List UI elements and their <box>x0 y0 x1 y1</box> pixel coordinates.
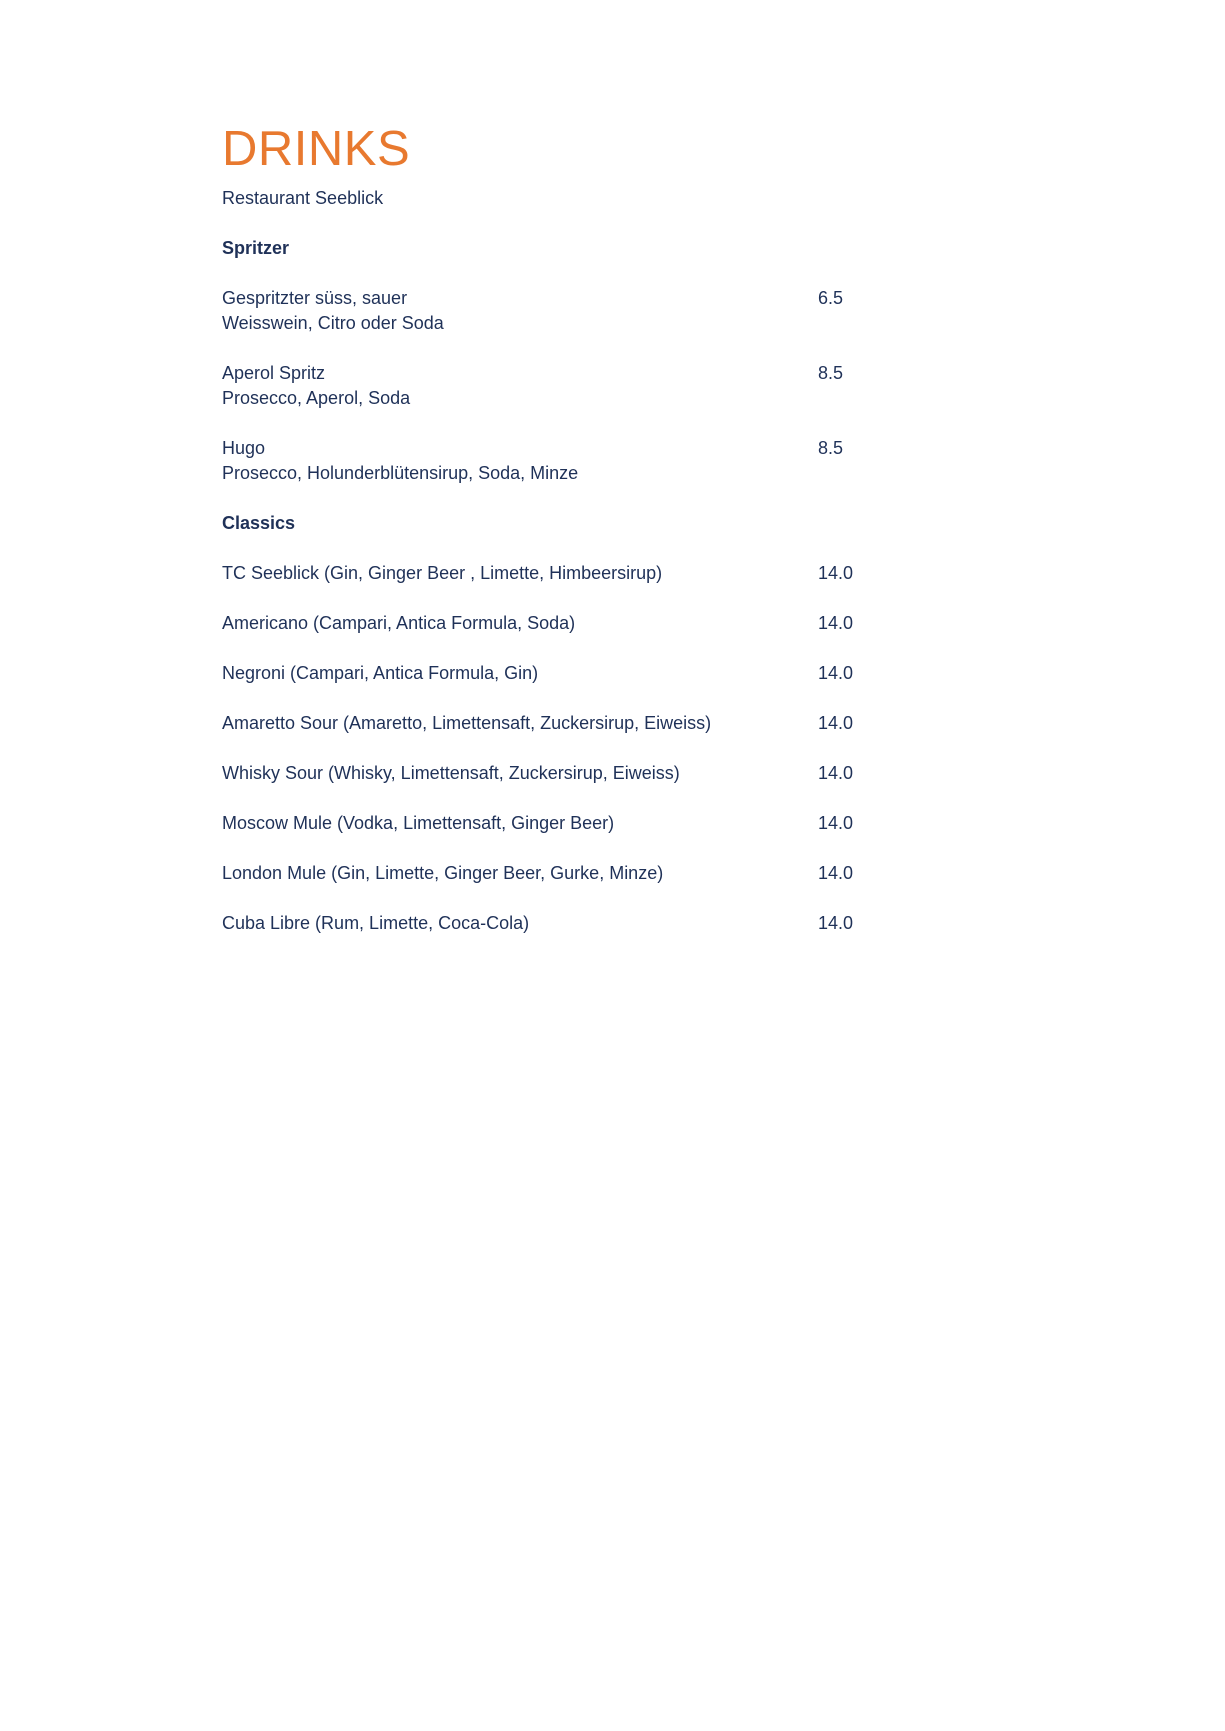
list-item <box>222 561 902 586</box>
section-heading-classics: Classics <box>222 513 296 533</box>
list-item <box>222 661 902 686</box>
list-item <box>222 911 902 936</box>
item-price: 14.0 <box>818 663 854 683</box>
item-name: Hugo <box>222 438 266 458</box>
item-price: 8.5 <box>818 363 844 383</box>
restaurant-name: Restaurant Seeblick <box>222 188 384 208</box>
item-description: Prosecco, Holunderblütensirup, Soda, Minze <box>222 463 579 483</box>
list-item <box>222 811 902 836</box>
item-description: Prosecco, Aperol, Soda <box>222 388 411 408</box>
list-item <box>222 286 902 336</box>
spritzer-list <box>222 286 902 486</box>
item-description: Weisswein, Citro oder Soda <box>222 313 444 333</box>
list-item <box>222 861 902 886</box>
item-name: Negroni (Campari, Antica Formula, Gin) <box>222 663 539 683</box>
item-name: Cuba Libre (Rum, Limette, Coca-Cola) <box>222 913 530 933</box>
item-price: 14.0 <box>818 813 854 833</box>
item-price: 14.0 <box>818 713 854 733</box>
list-item <box>222 436 902 486</box>
item-name: London Mule (Gin, Limette, Ginger Beer, Gurke, Minze) <box>222 863 664 883</box>
item-name: Amaretto Sour (Amaretto, Limettensaft, Zuckersirup, Eiweiss) <box>222 713 712 733</box>
item-price: 6.5 <box>818 288 844 308</box>
item-name: Whisky Sour (Whisky, Limettensaft, Zuckersirup, Eiweiss) <box>222 763 680 783</box>
item-name: Americano (Campari, Antica Formula, Soda) <box>222 613 576 633</box>
classics-list <box>222 561 902 936</box>
section-heading-spritzer: Spritzer <box>222 238 290 258</box>
list-item <box>222 761 902 786</box>
item-price: 14.0 <box>818 863 854 883</box>
item-name: Aperol Spritz <box>222 363 326 383</box>
page-title: DRINKS <box>222 122 411 176</box>
item-price: 8.5 <box>818 438 844 458</box>
item-price: 14.0 <box>818 763 854 783</box>
item-name: Moscow Mule (Vodka, Limettensaft, Ginger Beer) <box>222 813 615 833</box>
item-name: TC Seeblick (Gin, Ginger Beer , Limette, Himbeersirup) <box>222 563 663 583</box>
item-price: 14.0 <box>818 563 854 583</box>
list-item <box>222 711 902 736</box>
item-price: 14.0 <box>818 913 854 933</box>
list-item <box>222 611 902 636</box>
item-price: 14.0 <box>818 613 854 633</box>
item-name: Gespritzter süss, sauer <box>222 288 408 308</box>
list-item <box>222 361 902 411</box>
menu-page <box>222 118 902 936</box>
